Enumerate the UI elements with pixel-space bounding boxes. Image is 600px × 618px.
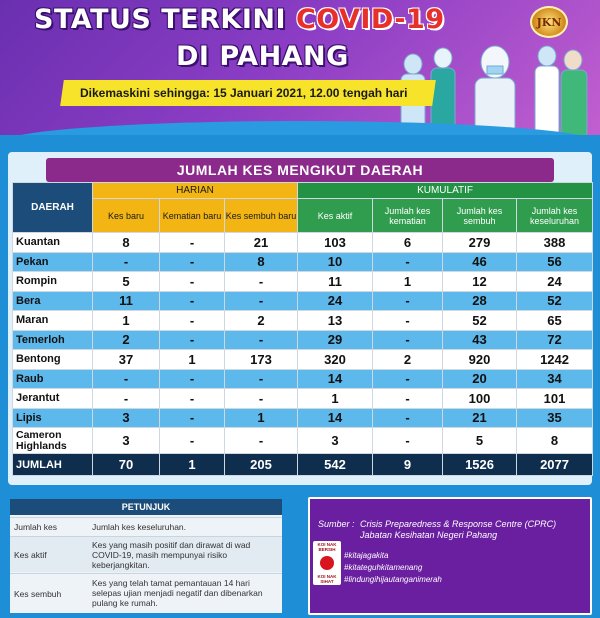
table-row [13,428,593,454]
cell-kes-baru: 5 [93,272,160,292]
total-row [13,454,593,476]
cell-jumlah-kematian: - [373,311,443,331]
cell-kes-aktif: 3 [298,428,373,454]
hashtag: #kitajagakita [344,551,389,560]
koi-top-text: KOI NAK BERSIH [317,542,337,552]
cell-jumlah-sembuh: 52 [443,311,517,331]
cell-jumlah-kematian: - [373,291,443,311]
jkn-logo-icon [530,6,568,38]
table-row [13,330,593,350]
total-label: JUMLAH [13,454,93,476]
cell-jumlah-sembuh: 5 [443,428,517,454]
cell-jumlah-keseluruhan: 56 [517,252,593,272]
table-row [13,291,593,311]
cell-jumlah-sembuh: 43 [443,330,517,350]
cell-kes-baru: - [93,369,160,389]
cell-kematian-baru: - [160,330,225,350]
table-row [13,272,593,292]
district-name: Maran [13,311,93,331]
col-header-kematian-baru: Kematian baru [160,199,225,233]
cell-jumlah-kematian: - [373,408,443,428]
page-title [34,4,445,35]
cell-kes-sembuh-baru: - [225,369,298,389]
legend-term: Jumlah kes [14,522,57,532]
hashtag: #lindungihijautanganimerah [344,575,442,584]
cell-jumlah-sembuh: 920 [443,350,517,370]
cell-kes-aktif: 14 [298,369,373,389]
heart-icon [320,556,334,570]
cell-jumlah-kematian: - [373,330,443,350]
table-row [13,233,593,253]
cell-kes-baru: 3 [93,428,160,454]
total-kes-aktif: 542 [298,454,373,476]
total-kes-baru: 70 [93,454,160,476]
cell-kematian-baru: - [160,311,225,331]
legend-term: Kes sembuh [14,589,62,599]
cell-jumlah-keseluruhan: 35 [517,408,593,428]
legend-title: PETUNJUK [10,499,282,515]
cell-jumlah-keseluruhan: 24 [517,272,593,292]
cell-kes-sembuh-baru: - [225,428,298,454]
cell-kematian-baru: - [160,252,225,272]
cell-jumlah-keseluruhan: 65 [517,311,593,331]
source-line-1: Crisis Preparedness & Response Centre (CPRC) [360,519,557,529]
cell-kes-baru: 11 [93,291,160,311]
total-kes-sembuh-baru: 205 [225,454,298,476]
cell-kes-aktif: 24 [298,291,373,311]
total-jumlah-kematian: 9 [373,454,443,476]
district-name: Bentong [13,350,93,370]
legend-item [10,536,282,572]
table-row [13,350,593,370]
total-jumlah-sembuh: 1526 [443,454,517,476]
cell-kes-sembuh-baru: 21 [225,233,298,253]
updated-text: Dikemaskini sehingga: 15 Januari 2021, 12.00 tengah hari [80,86,408,100]
cell-jumlah-kematian: - [373,389,443,409]
hashtag: #kitateguhkitamenang [344,563,423,572]
legend-definition: Jumlah kes keseluruhan. [92,522,187,532]
cell-kes-aktif: 11 [298,272,373,292]
table-title: JUMLAH KES MENGIKUT DAERAH [46,158,554,182]
col-header-jumlah-kes-sembuh: Jumlah kes sembuh [443,199,517,233]
cell-jumlah-keseluruhan: 101 [517,389,593,409]
legend-definition: Kes yang telah tamat pemantauan 14 hari selepas ujian menjadi negatif dan dibenarkan pulang ke rumah. [92,578,263,608]
district-name: Rompin [13,272,93,292]
cell-jumlah-keseluruhan: 52 [517,291,593,311]
cell-jumlah-kematian: 1 [373,272,443,292]
cell-jumlah-keseluruhan: 72 [517,330,593,350]
district-name: Jerantut [13,389,93,409]
legend-item [10,517,282,535]
col-header-jumlah-kes-keseluruhan: Jumlah kes keseluruhan [517,199,593,233]
cell-kes-sembuh-baru: 173 [225,350,298,370]
cell-kes-aktif: 1 [298,389,373,409]
cell-kematian-baru: - [160,291,225,311]
cell-kes-sembuh-baru: - [225,389,298,409]
cell-jumlah-keseluruhan: 388 [517,233,593,253]
legend-item [10,573,282,613]
cell-kematian-baru: - [160,428,225,454]
cell-kes-sembuh-baru: 1 [225,408,298,428]
cell-kes-aktif: 29 [298,330,373,350]
koi-bottom-text: KOI NAK SIHAT [317,574,337,584]
cell-kes-aktif: 10 [298,252,373,272]
cell-jumlah-sembuh: 100 [443,389,517,409]
col-header-kes-sembuh-baru: Kes sembuh baru [225,199,298,233]
cell-kes-sembuh-baru: 8 [225,252,298,272]
legend-definition: Kes yang masih positif dan dirawat di wad COVID-19, masih mempunyai risiko keberjangkitan. [92,540,251,570]
cell-kematian-baru: - [160,272,225,292]
district-name: Cameron Highlands [13,428,93,454]
group-header-kumulatif: KUMULATIF [298,183,593,199]
cell-jumlah-sembuh: 20 [443,369,517,389]
cell-jumlah-sembuh: 46 [443,252,517,272]
title-covid: COVID-19 [295,4,445,35]
cell-jumlah-kematian: - [373,252,443,272]
cell-kematian-baru: - [160,369,225,389]
source-line-2: Jabatan Kesihatan Negeri Pahang [360,530,498,540]
table-row [13,311,593,331]
col-header-daerah: DAERAH [13,183,93,233]
cell-kes-baru: 37 [93,350,160,370]
district-name: Bera [13,291,93,311]
cell-kematian-baru: - [160,233,225,253]
cell-kes-sembuh-baru: - [225,291,298,311]
cell-jumlah-keseluruhan: 1242 [517,350,593,370]
cell-kes-sembuh-baru: - [225,330,298,350]
koi-nak-sihat-logo-icon [313,541,341,585]
district-name: Temerloh [13,330,93,350]
cell-jumlah-sembuh: 21 [443,408,517,428]
table-row [13,252,593,272]
cell-kes-baru: 8 [93,233,160,253]
cell-jumlah-sembuh: 279 [443,233,517,253]
cell-kes-aktif: 320 [298,350,373,370]
cell-kes-baru: - [93,252,160,272]
cell-jumlah-keseluruhan: 8 [517,428,593,454]
page-subtitle: DI PAHANG [176,41,349,72]
cell-jumlah-sembuh: 12 [443,272,517,292]
cell-jumlah-keseluruhan: 34 [517,369,593,389]
cell-kematian-baru: - [160,389,225,409]
cell-kes-aktif: 13 [298,311,373,331]
cell-kes-baru: 2 [93,330,160,350]
cell-kes-baru: - [93,389,160,409]
col-header-kes-aktif: Kes aktif [298,199,373,233]
table-row [13,408,593,428]
district-name: Kuantan [13,233,93,253]
legend-term: Kes aktif [14,550,47,560]
cell-kes-baru: 1 [93,311,160,331]
cell-jumlah-sembuh: 28 [443,291,517,311]
source-label: Sumber : [318,519,355,529]
total-jumlah-keseluruhan: 2077 [517,454,593,476]
header-banner [0,0,600,135]
cell-kes-sembuh-baru: 2 [225,311,298,331]
cell-kes-aktif: 14 [298,408,373,428]
cell-jumlah-kematian: 6 [373,233,443,253]
group-header-harian: HARIAN [93,183,298,199]
cell-kes-aktif: 103 [298,233,373,253]
cell-jumlah-kematian: - [373,369,443,389]
district-name: Lipis [13,408,93,428]
cell-kematian-baru: 1 [160,350,225,370]
cell-kes-sembuh-baru: - [225,272,298,292]
table-row [13,369,593,389]
title-status-terkini: STATUS TERKINI [34,4,287,35]
total-kematian-baru: 1 [160,454,225,476]
logo-text: JKN [536,15,562,29]
cell-kematian-baru: - [160,408,225,428]
district-cases-table [12,182,593,476]
col-header-jumlah-kes-kematian: Jumlah kes kematian [373,199,443,233]
table-row [13,389,593,409]
district-name: Pekan [13,252,93,272]
col-header-kes-baru: Kes baru [93,199,160,233]
district-name: Raub [13,369,93,389]
cell-jumlah-kematian: 2 [373,350,443,370]
cell-jumlah-kematian: - [373,428,443,454]
cell-kes-baru: 3 [93,408,160,428]
